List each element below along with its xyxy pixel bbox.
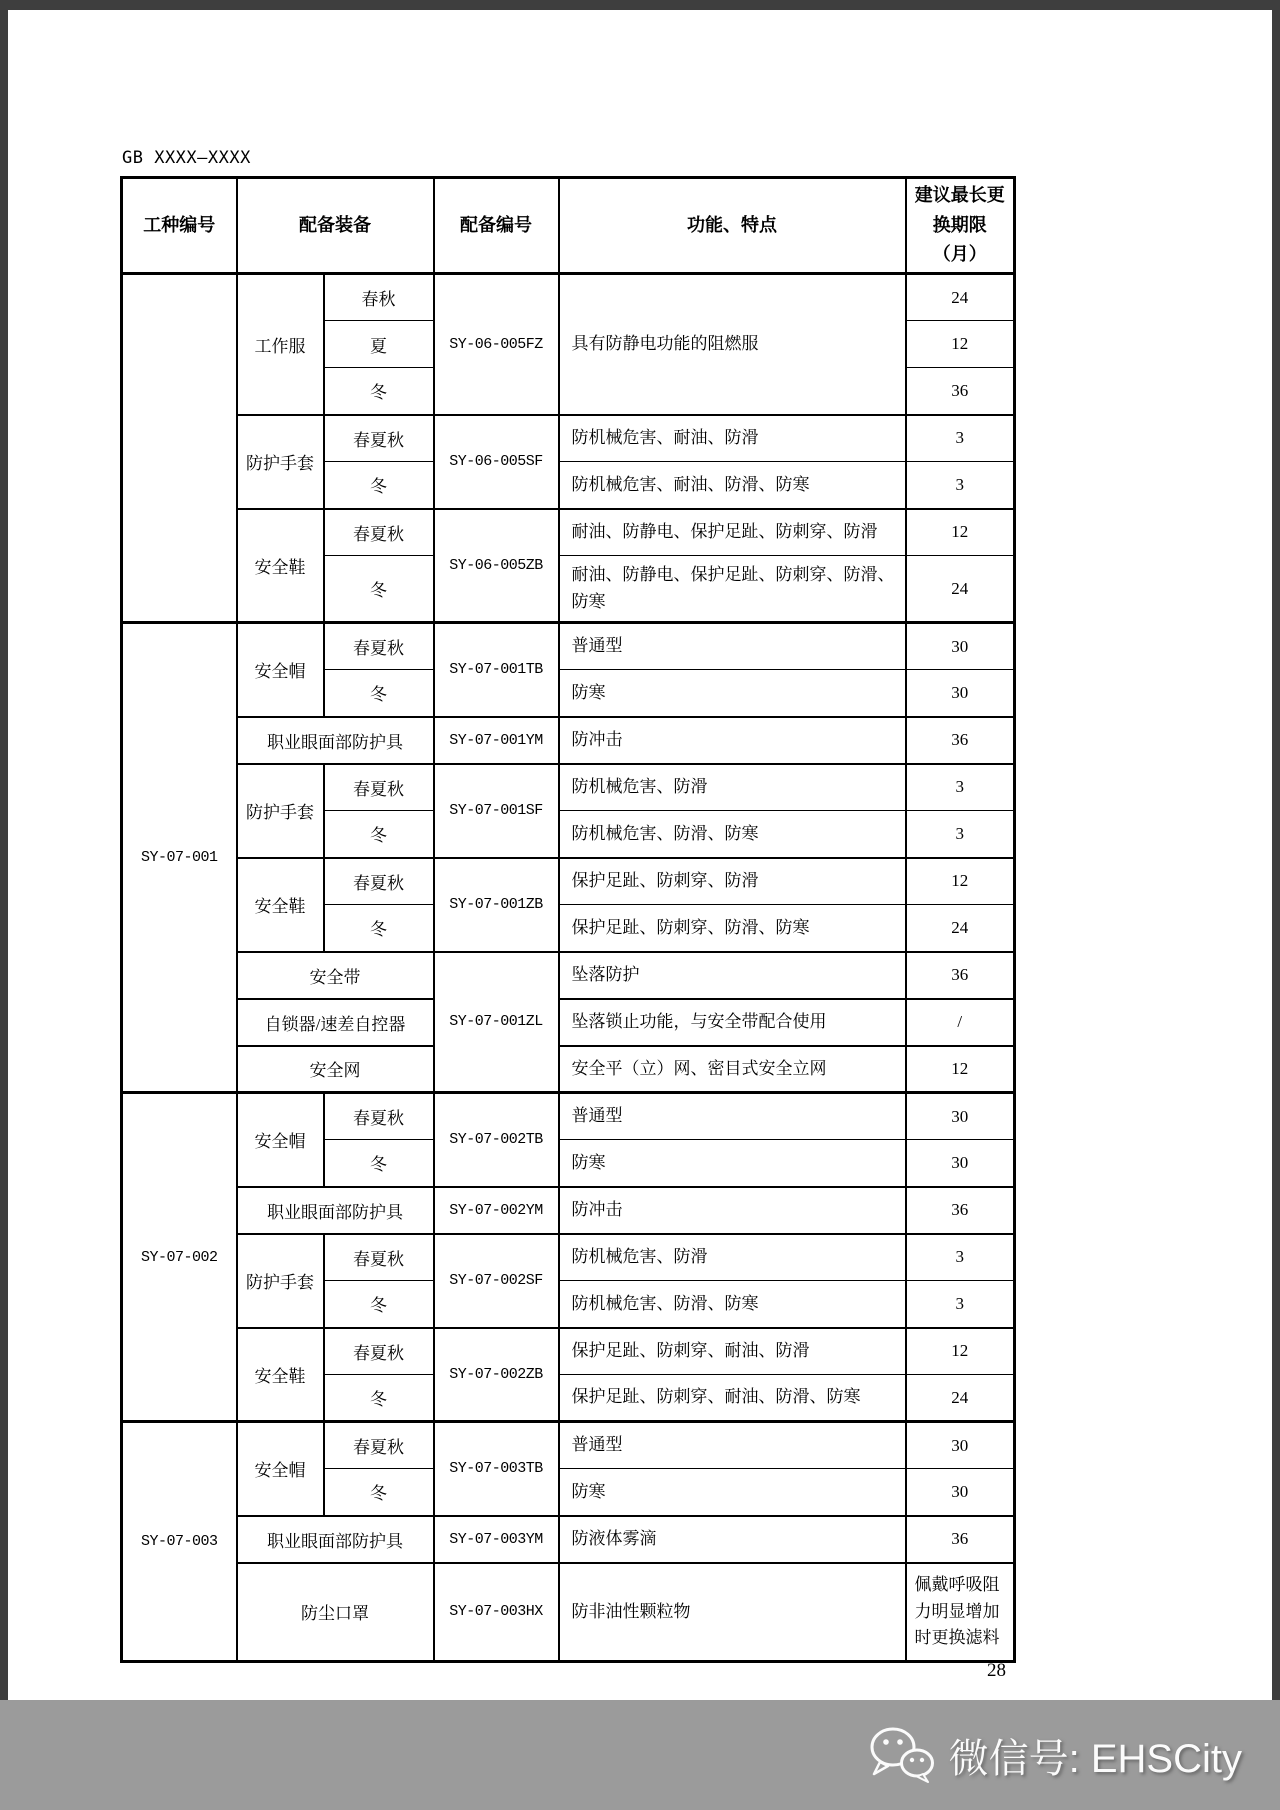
cell-equipment: 防尘口罩 <box>237 1563 434 1662</box>
cell-months: 24 <box>906 556 1015 623</box>
header-max-replace: 建议最长更换期限（月） <box>906 178 1015 274</box>
cell-feature: 防机械危害、防滑、防寒 <box>559 1281 906 1328</box>
cell-season: 冬 <box>324 670 434 717</box>
table-row <box>122 1234 1015 1281</box>
table-row <box>122 1563 1015 1662</box>
cell-months: 30 <box>906 1140 1015 1187</box>
cell-feature: 防机械危害、耐油、防滑 <box>559 415 906 462</box>
cell-code: SY-06-005ZB <box>434 509 559 623</box>
cell-job-id: SY-07-003 <box>122 1422 237 1662</box>
cell-code: SY-07-003YM <box>434 1516 559 1563</box>
cell-equipment: 安全带 <box>237 952 434 999</box>
cell-feature: 防机械危害、防滑 <box>559 1234 906 1281</box>
cell-feature: 耐油、防静电、保护足趾、防刺穿、防滑、防寒 <box>559 556 906 623</box>
doc-code: GB XXXX—XXXX <box>122 148 251 168</box>
cell-season: 春夏秋 <box>324 858 434 905</box>
table-row <box>122 623 1015 670</box>
header-code: 配备编号 <box>434 178 559 274</box>
cell-code: SY-06-005FZ <box>434 274 559 415</box>
cell-equipment: 安全帽 <box>237 623 324 717</box>
cell-months: 24 <box>906 1375 1015 1422</box>
cell-feature: 具有防静电功能的阻燃服 <box>559 274 906 415</box>
cell-months: 36 <box>906 1187 1015 1234</box>
cell-feature: 防机械危害、防滑、防寒 <box>559 811 906 858</box>
footer-watermark-bar <box>0 1700 1280 1810</box>
cell-season: 冬 <box>324 1375 434 1422</box>
cell-feature: 坠落锁止功能，与安全带配合使用 <box>559 999 906 1046</box>
cell-months: 30 <box>906 623 1015 670</box>
cell-feature: 防寒 <box>559 1140 906 1187</box>
cell-feature: 普通型 <box>559 1422 906 1469</box>
header-features: 功能、特点 <box>559 178 906 274</box>
cell-feature: 防寒 <box>559 1469 906 1516</box>
cell-code: SY-07-001ZL <box>434 952 559 1093</box>
cell-season: 夏 <box>324 321 434 368</box>
table-row <box>122 952 1015 999</box>
cell-feature: 耐油、防静电、保护足趾、防刺穿、防滑 <box>559 509 906 556</box>
cell-feature: 坠落防护 <box>559 952 906 999</box>
cell-months: 36 <box>906 1516 1015 1563</box>
header-equipment: 配备装备 <box>237 178 434 274</box>
cell-months: 12 <box>906 1046 1015 1093</box>
cell-months: 24 <box>906 274 1015 321</box>
cell-feature: 防寒 <box>559 670 906 717</box>
cell-equipment: 安全网 <box>237 1046 434 1093</box>
cell-season: 冬 <box>324 905 434 952</box>
cell-months: 3 <box>906 415 1015 462</box>
cell-job-id: SY-07-002 <box>122 1093 237 1422</box>
cell-equipment: 防护手套 <box>237 415 324 509</box>
cell-feature: 防液体雾滴 <box>559 1516 906 1563</box>
cell-months: 36 <box>906 717 1015 764</box>
cell-months: 12 <box>906 1328 1015 1375</box>
cell-feature: 安全平（立）网、密目式安全立网 <box>559 1046 906 1093</box>
cell-equipment: 职业眼面部防护具 <box>237 1187 434 1234</box>
cell-months: 3 <box>906 1234 1015 1281</box>
cell-code: SY-07-001TB <box>434 623 559 717</box>
cell-season: 春夏秋 <box>324 1093 434 1140</box>
cell-equipment: 职业眼面部防护具 <box>237 1516 434 1563</box>
cell-feature: 保护足趾、防刺穿、防滑 <box>559 858 906 905</box>
cell-months: 30 <box>906 1469 1015 1516</box>
ppe-table <box>120 176 1016 1663</box>
cell-season: 冬 <box>324 1140 434 1187</box>
cell-equipment: 自锁器/速差自控器 <box>237 999 434 1046</box>
cell-season: 春夏秋 <box>324 1328 434 1375</box>
cell-feature: 普通型 <box>559 623 906 670</box>
table-row <box>122 274 1015 321</box>
cell-months: 30 <box>906 670 1015 717</box>
cell-code: SY-07-001YM <box>434 717 559 764</box>
cell-equipment: 安全帽 <box>237 1093 324 1187</box>
table-row <box>122 999 1015 1046</box>
cell-code: SY-07-002SF <box>434 1234 559 1328</box>
cell-season: 春夏秋 <box>324 415 434 462</box>
cell-months: 30 <box>906 1422 1015 1469</box>
cell-months: 24 <box>906 905 1015 952</box>
cell-feature: 普通型 <box>559 1093 906 1140</box>
cell-season: 春夏秋 <box>324 1234 434 1281</box>
page-number: 28 <box>987 1660 1006 1681</box>
wechat-icon <box>867 1725 935 1785</box>
cell-months: 12 <box>906 858 1015 905</box>
table-row <box>122 1187 1015 1234</box>
cell-feature: 防冲击 <box>559 717 906 764</box>
cell-months: 12 <box>906 321 1015 368</box>
header-job-id: 工种编号 <box>122 178 237 274</box>
cell-code: SY-06-005SF <box>434 415 559 509</box>
cell-months: 36 <box>906 368 1015 415</box>
cell-months: 36 <box>906 952 1015 999</box>
cell-equipment: 防护手套 <box>237 764 324 858</box>
cell-season: 冬 <box>324 1469 434 1516</box>
cell-months: 12 <box>906 509 1015 556</box>
cell-code: SY-07-001ZB <box>434 858 559 952</box>
cell-season: 春夏秋 <box>324 764 434 811</box>
table-row <box>122 1328 1015 1375</box>
cell-season: 春秋 <box>324 274 434 321</box>
cell-equipment: 安全鞋 <box>237 858 324 952</box>
cell-season: 冬 <box>324 556 434 623</box>
cell-months: 佩戴呼吸阻力明显增加时更换滤料 <box>906 1563 1015 1662</box>
cell-feature: 保护足趾、防刺穿、防滑、防寒 <box>559 905 906 952</box>
cell-feature: 防非油性颗粒物 <box>559 1563 906 1662</box>
footer-wechat-label: 微信号: EHSCity <box>948 1736 1242 1781</box>
cell-code: SY-07-001SF <box>434 764 559 858</box>
cell-code: SY-07-002ZB <box>434 1328 559 1422</box>
cell-season: 冬 <box>324 1281 434 1328</box>
cell-feature: 防机械危害、防滑 <box>559 764 906 811</box>
cell-season: 冬 <box>324 462 434 509</box>
cell-code: SY-07-002TB <box>434 1093 559 1187</box>
cell-code: SY-07-002YM <box>434 1187 559 1234</box>
document-page <box>8 10 1272 1700</box>
cell-months: 3 <box>906 1281 1015 1328</box>
table-row <box>122 858 1015 905</box>
cell-equipment: 安全鞋 <box>237 1328 324 1422</box>
table-row <box>122 764 1015 811</box>
cell-feature: 保护足趾、防刺穿、耐油、防滑 <box>559 1328 906 1375</box>
cell-months: 3 <box>906 462 1015 509</box>
cell-months: / <box>906 999 1015 1046</box>
cell-code: SY-07-003TB <box>434 1422 559 1516</box>
cell-months: 3 <box>906 811 1015 858</box>
cell-feature: 防机械危害、耐油、防滑、防寒 <box>559 462 906 509</box>
cell-job-id: SY-07-001 <box>122 623 237 1093</box>
cell-code: SY-07-003HX <box>434 1563 559 1662</box>
cell-season: 冬 <box>324 368 434 415</box>
table-row <box>122 509 1015 556</box>
cell-equipment: 工作服 <box>237 274 324 415</box>
cell-months: 30 <box>906 1093 1015 1140</box>
cell-equipment: 安全帽 <box>237 1422 324 1516</box>
table-header-row <box>122 178 1015 274</box>
cell-months: 3 <box>906 764 1015 811</box>
cell-season: 春夏秋 <box>324 509 434 556</box>
table-row <box>122 415 1015 462</box>
cell-season: 春夏秋 <box>324 1422 434 1469</box>
table-row <box>122 1093 1015 1140</box>
cell-feature: 保护足趾、防刺穿、耐油、防滑、防寒 <box>559 1375 906 1422</box>
table-row <box>122 1046 1015 1093</box>
cell-season: 春夏秋 <box>324 623 434 670</box>
table-row <box>122 1516 1015 1563</box>
cell-feature: 防冲击 <box>559 1187 906 1234</box>
table-row <box>122 717 1015 764</box>
cell-equipment: 安全鞋 <box>237 509 324 623</box>
cell-season: 冬 <box>324 811 434 858</box>
cell-equipment: 防护手套 <box>237 1234 324 1328</box>
cell-equipment: 职业眼面部防护具 <box>237 717 434 764</box>
table-row <box>122 1422 1015 1469</box>
cell-job-id <box>122 274 237 623</box>
